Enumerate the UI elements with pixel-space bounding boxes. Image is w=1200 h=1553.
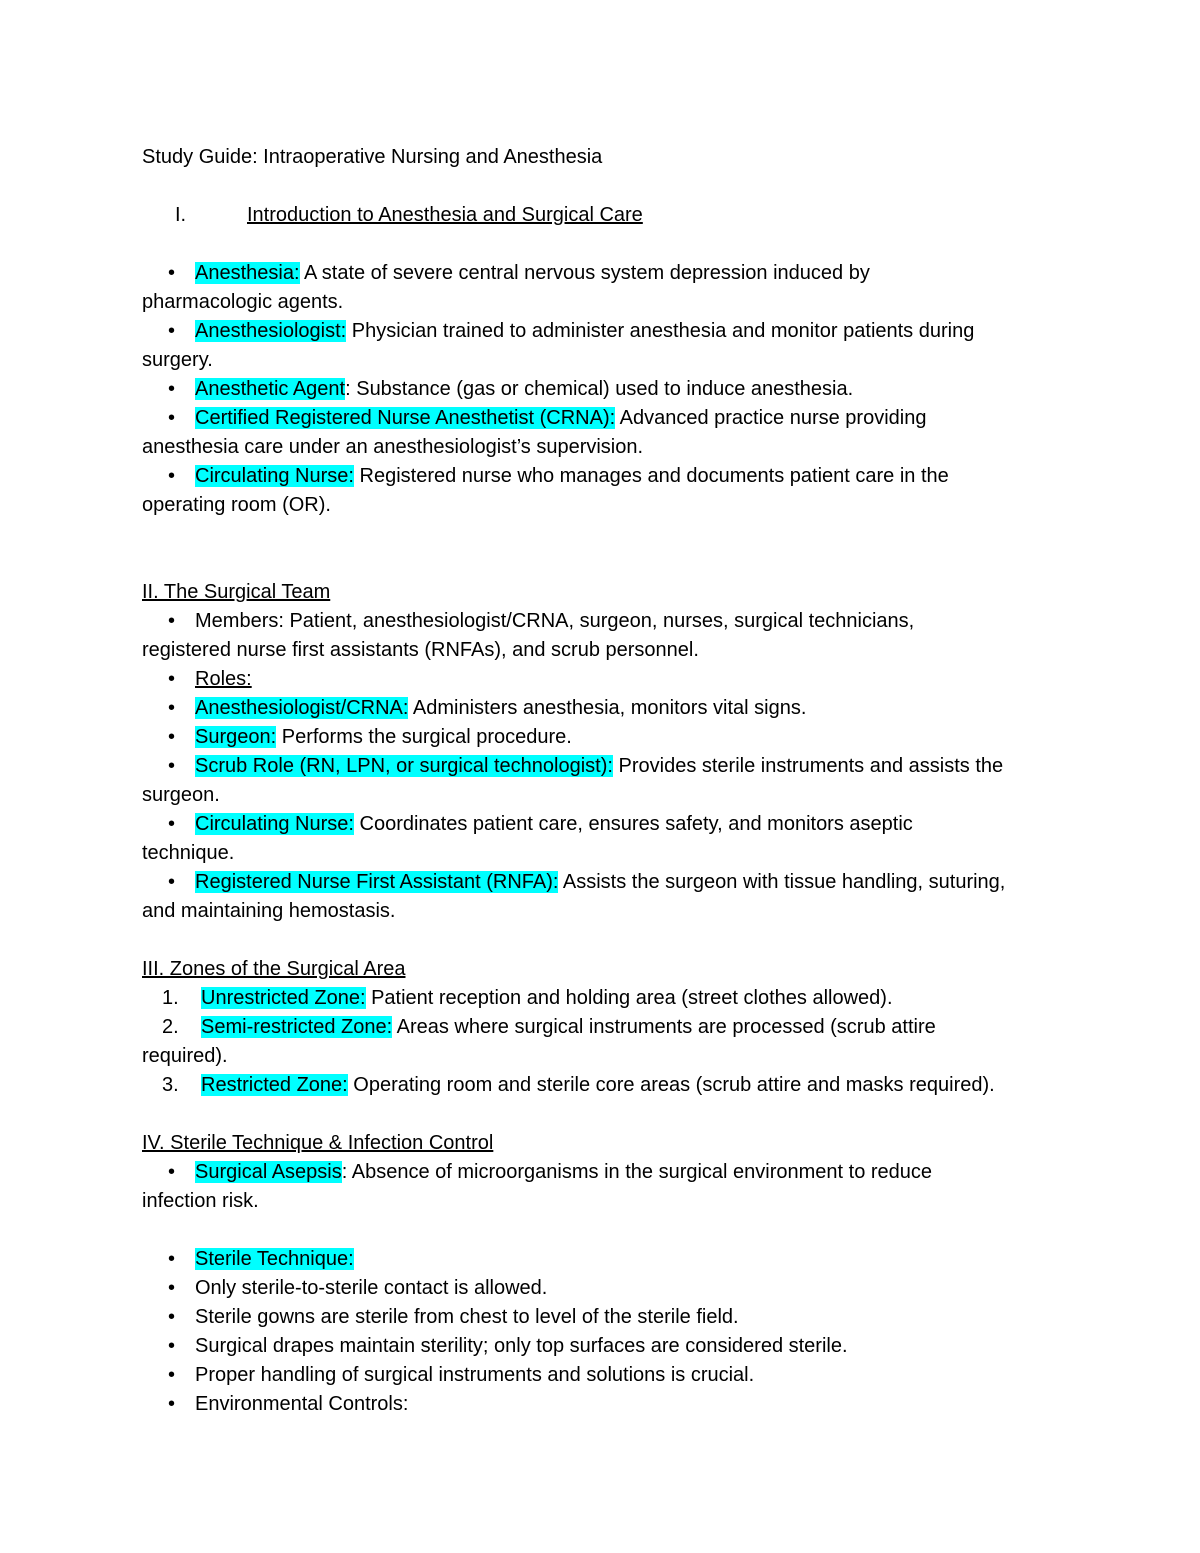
bullet-dot-icon: • [168,755,176,777]
list-item-text: Proper handling of surgical instruments and solutions is crucial. [195,1364,755,1386]
list-item [142,462,1072,491]
list-item [142,723,1072,752]
spacer [142,172,1072,201]
numbered-item [142,1071,1072,1100]
list-item [142,665,1072,694]
bullet-dot-icon: • [168,1161,176,1183]
term-highlight: Surgical Asepsis [195,1161,342,1183]
item-number: 3. [162,1074,179,1096]
bullet-dot-icon: • [168,1248,176,1270]
bullet-dot-icon: • [168,407,176,429]
definition-text: Operating room and sterile core areas (scrub attire and masks required). [347,1074,995,1096]
item-number: 2. [162,1016,179,1038]
list-item-continuation: anesthesia care under an anesthesiologist’s supervision. [142,436,644,458]
definition-text: Areas where surgical instruments are processed (scrub attire [392,1016,936,1038]
definition-text: Advanced practice nurse providing [615,407,927,429]
section-4-heading: IV. Sterile Technique & Infection Control [142,1132,494,1154]
term-highlight: Registered Nurse First Assistant (RNFA): [195,871,559,893]
term-highlight: Certified Registered Nurse Anesthetist (CRNA): [195,407,616,429]
members-text: Members: Patient, anesthesiologist/CRNA, surgeon, nurses, surgical technicians, [195,610,915,632]
spacer [142,230,1072,259]
term-highlight: Restricted Zone: [201,1074,348,1096]
bullet-dot-icon: • [168,610,176,632]
list-item [142,317,1072,346]
item-number: 1. [162,987,179,1009]
bullet-dot-icon: • [168,1306,176,1328]
section-1-title: Introduction to Anesthesia and Surgical Care [247,204,643,226]
bullet-dot-icon: • [168,697,176,719]
list-item-text: Surgical drapes maintain sterility; only top surfaces are considered sterile. [195,1335,848,1357]
section-1-heading [142,201,1072,230]
list-item-continuation: surgery. [142,349,213,371]
list-item-text: Only sterile-to-sterile contact is allowed. [195,1277,548,1299]
term-highlight: Anesthesiologist: [195,320,347,342]
list-item [142,1303,1072,1332]
bullet-dot-icon: • [168,1364,176,1386]
bullet-dot-icon: • [168,1335,176,1357]
term-highlight: Scrub Role (RN, LPN, or surgical technologist): [195,755,613,777]
list-item-continuation: infection risk. [142,1190,259,1212]
roles-label: Roles: [195,668,252,690]
list-item-continuation: registered nurse first assistants (RNFAs), and scrub personnel. [142,639,699,661]
list-item [142,1158,1072,1187]
document-title: Study Guide: Intraoperative Nursing and Anesthesia [142,146,603,168]
bullet-dot-icon: • [168,871,176,893]
term-highlight: Anesthetic Agent [195,378,346,400]
definition-text: Patient reception and holding area (street clothes allowed). [365,987,893,1009]
list-item-continuation: technique. [142,842,235,864]
term-highlight: Sterile Technique: [195,1248,354,1270]
term-highlight: Anesthesiologist/CRNA: [195,697,409,719]
spacer [142,520,1072,549]
bullet-dot-icon: • [168,320,176,342]
list-item [142,810,1072,839]
list-item [142,694,1072,723]
section-3-heading: III. Zones of the Surgical Area [142,958,406,980]
list-item-text: Sterile gowns are sterile from chest to level of the sterile field. [195,1306,739,1328]
list-item [142,752,1072,781]
definition-text: Registered nurse who manages and documents patient care in the [353,465,949,487]
list-item [142,1245,1072,1274]
term-highlight: Circulating Nurse: [195,465,354,487]
definition-text: A state of severe central nervous system depression induced by [299,262,870,284]
spacer [142,1216,1072,1245]
term-highlight: Surgeon: [195,726,277,748]
definition-text: : Absence of microorganisms in the surgical environment to reduce [341,1161,933,1183]
definition-text: : Substance (gas or chemical) used to induce anesthesia. [345,378,854,400]
definition-text: Coordinates patient care, ensures safety, and monitors aseptic [353,813,913,835]
list-item [142,259,1072,288]
bullet-dot-icon: • [168,726,176,748]
section-1-numeral: I. [175,204,187,226]
list-item [142,1332,1072,1361]
list-item [142,607,1072,636]
definition-text: Provides sterile instruments and assists the [612,755,1004,777]
section-2-heading: II. The Surgical Team [142,581,331,603]
bullet-dot-icon: • [168,378,176,400]
bullet-dot-icon: • [168,1277,176,1299]
term-highlight: Anesthesia: [195,262,300,284]
list-item-text: Environmental Controls: [195,1393,409,1415]
term-highlight: Circulating Nurse: [195,813,354,835]
spacer [142,926,1072,955]
definition-text: Administers anesthesia, monitors vital signs. [408,697,807,719]
bullet-dot-icon: • [168,1393,176,1415]
list-item [142,1274,1072,1303]
numbered-item [142,1013,1072,1042]
term-highlight: Unrestricted Zone: [201,987,366,1009]
term-highlight: Semi-restricted Zone: [201,1016,393,1038]
list-item-continuation: pharmacologic agents. [142,291,344,313]
spacer [142,549,1072,578]
bullet-dot-icon: • [168,465,176,487]
list-item-continuation: operating room (OR). [142,494,331,516]
list-item [142,1361,1072,1390]
list-item-continuation: and maintaining hemostasis. [142,900,396,922]
bullet-dot-icon: • [168,668,176,690]
list-item [142,375,1072,404]
spacer [142,1100,1072,1129]
bullet-dot-icon: • [168,813,176,835]
bullet-dot-icon: • [168,262,176,284]
definition-text: Assists the surgeon with tissue handling, suturing, [558,871,1006,893]
definition-text: Physician trained to administer anesthesia and monitor patients during [346,320,975,342]
definition-text: Performs the surgical procedure. [276,726,572,748]
numbered-item [142,984,1072,1013]
list-item [142,404,1072,433]
list-item [142,868,1072,897]
document-page [142,143,1072,1419]
list-item-continuation: required). [142,1045,228,1067]
list-item-continuation: surgeon. [142,784,220,806]
list-item [142,1390,1072,1419]
